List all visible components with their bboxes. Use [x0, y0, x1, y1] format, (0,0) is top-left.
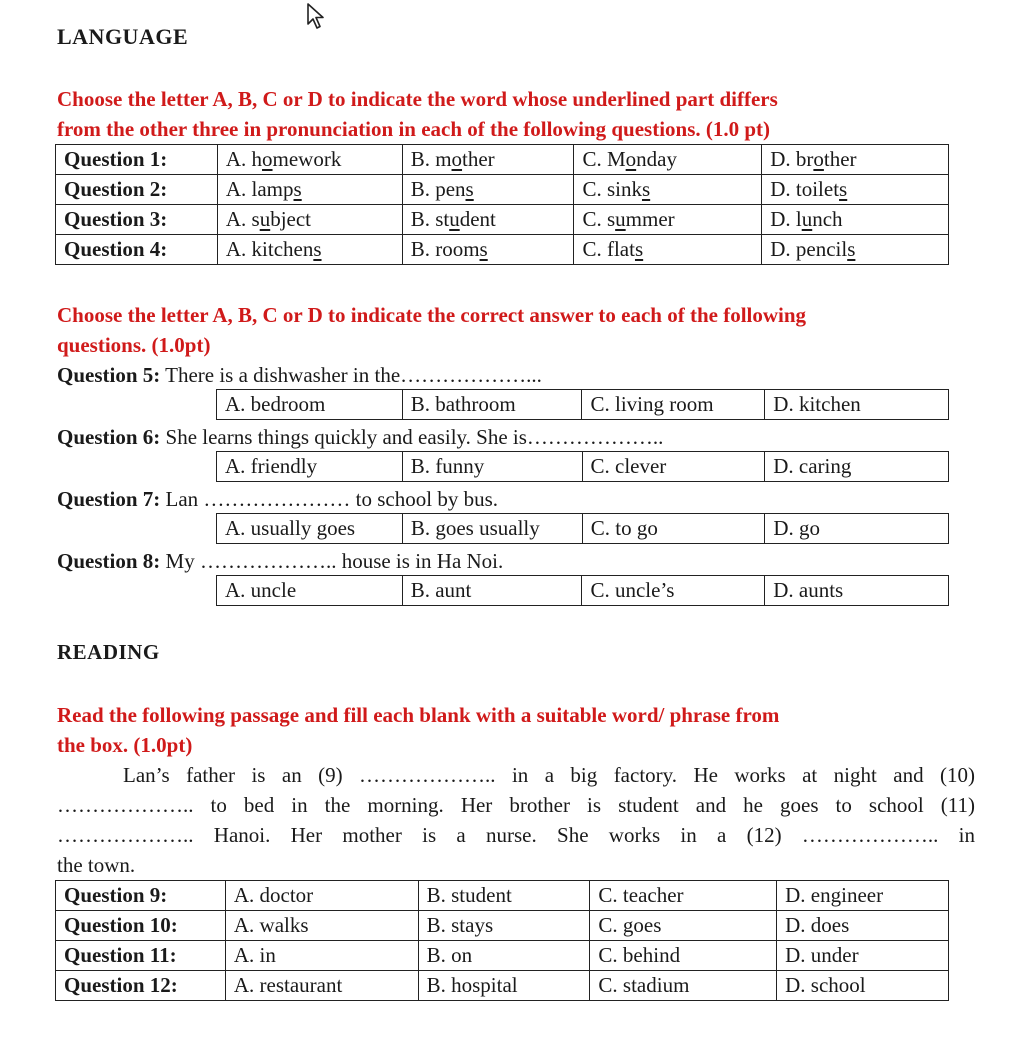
passage-line: the town. — [57, 853, 136, 877]
question-text: Lan ………………… to school by bus. — [160, 487, 498, 511]
table-row — [217, 576, 949, 606]
option-text: nday — [636, 147, 677, 171]
answer-option: A. bedroom — [217, 390, 403, 420]
option-text: C. flat — [582, 237, 635, 261]
option-text: bject — [270, 207, 312, 231]
question-label: Question 10: — [56, 911, 226, 941]
option-text: D. toilet — [770, 177, 840, 201]
option-d — [762, 235, 949, 265]
answer-option: C. goes — [590, 911, 777, 941]
answer-option: D. caring — [765, 452, 949, 482]
option-d — [762, 175, 949, 205]
option-a — [217, 175, 402, 205]
underlined-part: u — [615, 207, 626, 231]
answer-option: D. go — [765, 514, 949, 544]
question-label: Question 4: — [56, 235, 218, 265]
answer-options-table — [216, 575, 949, 606]
option-text: C. M — [582, 147, 626, 171]
option-text: D. pencil — [770, 237, 848, 261]
section1-instruction-line2: from the other three in pronunciation in each of the following questions. (1.0 pt) — [57, 117, 771, 141]
section2-instruction — [57, 300, 987, 360]
reading-passage — [57, 760, 975, 880]
underlined-part: s — [847, 237, 856, 261]
answer-option: B. hospital — [418, 971, 590, 1001]
option-text: D. l — [770, 207, 802, 231]
option-c — [574, 205, 762, 235]
question-label: Question 3: — [56, 205, 218, 235]
answer-option: B. goes usually — [402, 514, 582, 544]
answer-option: D. under — [777, 941, 949, 971]
pronunciation-table — [55, 144, 949, 265]
section3-instruction — [57, 700, 987, 760]
question-text: She learns things quickly and easily. She is……………….. — [160, 425, 664, 449]
option-a — [217, 205, 402, 235]
section3-instruction-line1: Read the following passage and fill each blank with a suitable word/ phrase from — [57, 703, 780, 727]
passage-line: Lan’s father is an (9) ……………….. in a big factory. He works at night and (10) — [123, 763, 975, 787]
question-label: Question 11: — [56, 941, 226, 971]
option-text: D. br — [770, 147, 814, 171]
option-text: nch — [812, 207, 843, 231]
option-b — [402, 145, 574, 175]
question-label: Question 8: — [57, 549, 161, 573]
passage-line: ……………….. Hanoi. Her mother is a nurse. She works in a (12) ……………….. in — [57, 823, 975, 847]
underlined-part: u — [801, 207, 813, 231]
question-label: Question 5: — [57, 363, 161, 387]
answer-options-table — [216, 451, 949, 482]
table-row — [56, 881, 949, 911]
option-text: C. sink — [582, 177, 642, 201]
question-text: My ……………….. house is in Ha Noi. — [160, 549, 504, 573]
answer-option: D. aunts — [765, 576, 949, 606]
underlined-part: s — [479, 237, 488, 261]
answer-option: B. bathroom — [402, 390, 582, 420]
option-text: mework — [272, 147, 342, 171]
option-text: mmer — [625, 207, 675, 231]
language-heading: LANGUAGE — [57, 24, 189, 49]
option-text: A. lamp — [225, 177, 294, 201]
option-text: ther — [462, 147, 495, 171]
section2-instruction-line2: questions. (1.0pt) — [57, 333, 211, 357]
option-text: ther — [823, 147, 857, 171]
option-text: B. st — [410, 207, 450, 231]
underlined-part: s — [839, 177, 848, 201]
passage-line: ……………….. to bed in the morning. Her brother is student and he goes to school (11) — [57, 793, 975, 817]
underlined-part: o — [625, 147, 637, 171]
question-line — [57, 547, 503, 575]
section3-instruction-line2: the box. (1.0pt) — [57, 733, 193, 757]
table-row — [56, 941, 949, 971]
answer-option: A. uncle — [217, 576, 403, 606]
underlined-part: o — [451, 147, 463, 171]
answer-option: A. restaurant — [225, 971, 418, 1001]
answer-option: C. to go — [582, 514, 765, 544]
underlined-part: u — [259, 207, 271, 231]
option-text: A. h — [225, 147, 263, 171]
answer-option: A. in — [225, 941, 418, 971]
table-row — [217, 390, 949, 420]
question-line — [57, 423, 663, 451]
table-row — [217, 452, 949, 482]
answer-option: B. funny — [402, 452, 582, 482]
answer-option: A. doctor — [225, 881, 418, 911]
question-label: Question 12: — [56, 971, 226, 1001]
table-row — [56, 971, 949, 1001]
option-b — [402, 175, 574, 205]
answer-options-table — [216, 389, 949, 420]
answer-option: B. stays — [418, 911, 590, 941]
answer-option: C. living room — [582, 390, 765, 420]
question-label: Question 6: — [57, 425, 161, 449]
section1-instruction — [57, 84, 977, 144]
reading-options-table — [55, 880, 949, 1001]
option-text: B. pen — [410, 177, 466, 201]
option-text: A. s — [225, 207, 260, 231]
underlined-part: o — [262, 147, 273, 171]
answer-option: C. stadium — [590, 971, 777, 1001]
question-label: Question 1: — [56, 145, 218, 175]
reading-heading: READING — [57, 640, 160, 664]
question-line — [57, 485, 498, 513]
option-text: B. m — [410, 147, 452, 171]
option-d — [762, 145, 949, 175]
question-label: Question 7: — [57, 487, 161, 511]
answer-option: D. does — [777, 911, 949, 941]
option-c — [574, 145, 762, 175]
option-text: dent — [459, 207, 496, 231]
table-row — [56, 205, 949, 235]
option-text: A. kitchen — [225, 237, 314, 261]
underlined-part: s — [293, 177, 302, 201]
question-line — [57, 361, 542, 389]
option-a — [217, 145, 402, 175]
answer-option: C. behind — [590, 941, 777, 971]
option-b — [402, 205, 574, 235]
answer-option: B. student — [418, 881, 590, 911]
answer-option: D. engineer — [777, 881, 949, 911]
answer-option: D. school — [777, 971, 949, 1001]
option-a — [217, 235, 402, 265]
answer-option: B. aunt — [402, 576, 582, 606]
option-text: C. s — [582, 207, 616, 231]
answer-option: D. kitchen — [765, 390, 949, 420]
option-b — [402, 235, 574, 265]
underlined-part: s — [641, 177, 651, 201]
question-label: Question 2: — [56, 175, 218, 205]
underlined-part: s — [634, 237, 644, 261]
question-text: There is a dishwasher in the………………... — [160, 363, 542, 387]
answer-option: C. clever — [582, 452, 765, 482]
mouse-pointer-icon — [306, 2, 328, 32]
answer-option: A. usually goes — [217, 514, 403, 544]
table-row — [56, 175, 949, 205]
section1-instruction-line1: Choose the letter A, B, C or D to indicate the word whose underlined part differs — [57, 87, 778, 111]
table-row — [56, 145, 949, 175]
answer-option: A. friendly — [217, 452, 403, 482]
option-d — [762, 205, 949, 235]
underlined-part: o — [813, 147, 824, 171]
underlined-part: s — [313, 237, 322, 261]
underlined-part: s — [465, 177, 474, 201]
answer-option: C. teacher — [590, 881, 777, 911]
option-c — [574, 235, 762, 265]
section2-instruction-line1: Choose the letter A, B, C or D to indicate the correct answer to each of the following — [57, 303, 807, 327]
option-c — [574, 175, 762, 205]
table-row — [217, 514, 949, 544]
underlined-part: u — [449, 207, 460, 231]
table-row — [56, 235, 949, 265]
answer-options-table — [216, 513, 949, 544]
table-row — [56, 911, 949, 941]
option-text: B. room — [410, 237, 480, 261]
answer-option: B. on — [418, 941, 590, 971]
question-label: Question 9: — [56, 881, 226, 911]
answer-option: A. walks — [225, 911, 418, 941]
answer-option: C. uncle’s — [582, 576, 765, 606]
